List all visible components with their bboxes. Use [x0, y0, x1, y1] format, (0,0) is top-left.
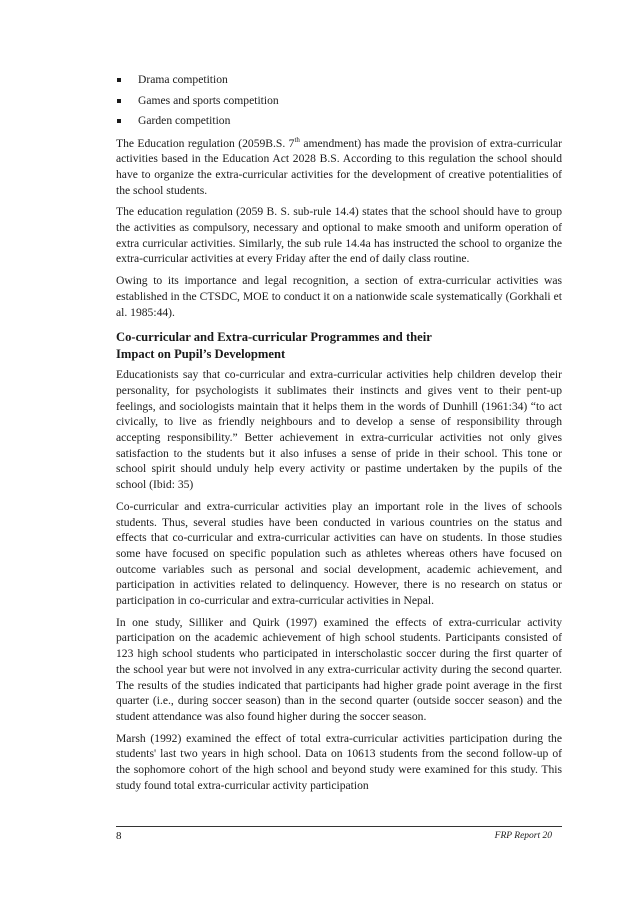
bullet-square-icon — [117, 78, 121, 82]
paragraph-marsh: Marsh (1992) examined the effect of total extra-curricular activities participation during the students' last two years in high school. Data on 10613 students from the second follow-up of the sophomore cohort of the high school and beyond study were examined for this study. This study found total extra-curricular activity participation — [116, 731, 562, 792]
list-item: Games and sports competition — [116, 93, 562, 114]
report-title: FRP Report 20 — [494, 831, 552, 841]
bullet-square-icon — [117, 119, 121, 123]
page-body — [116, 72, 562, 800]
list-item: Garden competition — [116, 113, 562, 134]
section-heading: Co-curricular and Extra-curricular Programmes and their Impact on Pupil’s Development — [116, 330, 432, 361]
competition-list — [116, 72, 562, 134]
paragraph-studies: Co-curricular and extra-curricular activities play an important role in the lives of schools students. Thus, several studies have been conducted in various countries on the status and effects that co-curricular and extra-curricular activities can have on students. In those studies some have focused on specific population such as athletes whereas others have focused on outcome variables such as personal and social development, academic achievement, and participation in activities related to delinquency. However, there is no research on status or participation in co-curricular and extra-curricular activities in Nepal. — [116, 499, 562, 608]
paragraph-education-regulation: The Education regulation (2059B.S. 7th amendment) has made the provision of extra-curricular activities based in the Education Act 2028 B.S. According to this regulation the school should have to organize the extra-curricular activities for the development of creative potentialities of the school students. — [116, 135, 562, 197]
bullet-square-icon — [117, 99, 121, 103]
page-footer — [116, 826, 562, 846]
paragraph-educationists: Educationists say that co-curricular and extra-curricular activities help children develop their personality, for psychologists it sublimates their instincts and gives vent to their pent-up feelings, and sociologists maintain that it helps them in the words of Dunhill (1961:34) “to act civically, to live as friendly neighbours and to develop a sense of responsibility through accepting responsibility.” Better achievement in extra-curricular activities not only gives satisfaction to the students but it also infuses a sense of pride in their school. This tone or school spirit should unduly help every activity or pastime undertaken by the pupils of the school (Ibid: 35) — [116, 368, 562, 492]
paragraph-silliker-quirk: In one study, Silliker and Quirk (1997) examined the effects of extra-curricular activity participation on the academic achievement of high school students. Participants consisted of 123 high school students who participated in interscholastic soccer during the first quarter of the school year but were not involved in any extra-curricular activity during the second quarter. The results of the studies indicated that participants had higher grade point average in the first quarter (i.e., during soccer season) than in the second quarter (outside soccer season) and the student attendance was also found higher during the soccer season. — [116, 615, 562, 723]
paragraph-legal-recognition: Owing to its importance and legal recognition, a section of extra-curricular activities was established in the CTSDC, MOE to conduct it on a nationwide scale systematically (Gorkhali et al. 1985:44). — [116, 274, 562, 319]
paragraph-sub-rule: The education regulation (2059 B. S. sub-rule 14.4) states that the school should have to group the activities as compulsory, necessary and optional to make smooth and uniform operation of extra curricular activities. Similarly, the sub rule 14.4a has instructed the school to organize the extra-curricular activities at every Friday after the end of daily class routine. — [116, 205, 562, 266]
list-item: Drama competition — [116, 72, 562, 93]
page-number: 8 — [116, 830, 122, 842]
